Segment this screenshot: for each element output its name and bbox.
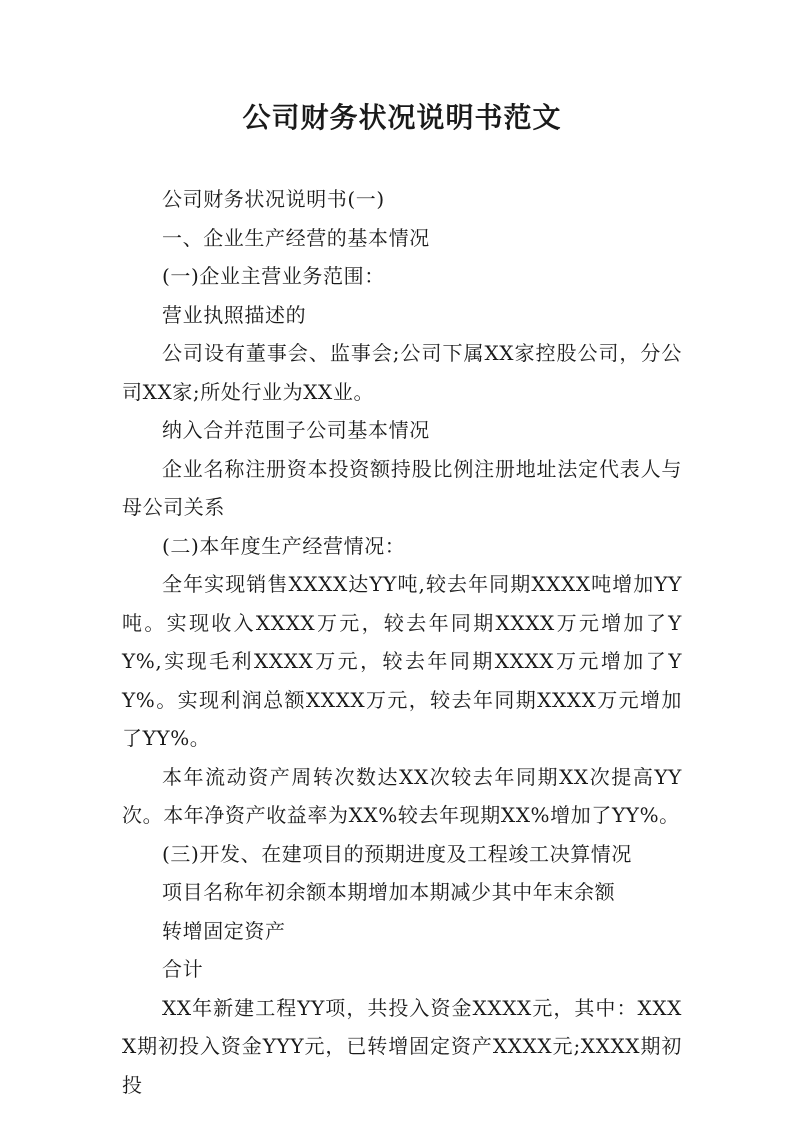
document-title: 公司财务状况说明书范文 (242, 101, 562, 134)
paragraph-6: 纳入合并范围子公司基本情况 (162, 418, 430, 442)
paragraph-3: (一)企业主营业务范围： (162, 264, 385, 288)
paragraph-8: (二)本年度生产经营情况： (162, 533, 406, 558)
document-body (122, 180, 682, 1104)
paragraph-12: 项目名称年初余额本期增加本期减少其中年末余额 (162, 880, 616, 904)
paragraph-15: XX年新建工程YY项，共投入资金XXXX元，其中：XXXX期初投入资金YYY元，已转增固定资产XXXX元;XXXX期初投 (122, 995, 682, 1097)
paragraph-1: 公司财务状况说明书(一) (162, 187, 385, 211)
paragraph-9: 全年实现销售XXXX达YY吨,较去年同期XXXX吨增加YY吨。实现收入XXXX万元，较去年同期XXXX万元增加了YY%,实现毛利XXXX万元，较去年同期XXXX万元增加了YY%。实现利润总额XXXX万元，较去年同期XXXX万元增加了YY%。 (122, 572, 682, 750)
paragraph-14: 合计 (162, 957, 204, 981)
paragraph-7: 企业名称注册资本投资额持股比例注册地址法定代表人与母公司关系 (122, 456, 682, 519)
paragraph-5: 公司设有董事会、监事会;公司下属XX家控股公司，分公司XX家;所处行业为XX业。 (122, 341, 682, 404)
paragraph-2: 一、企业生产经营的基本情况 (162, 225, 430, 250)
paragraph-13: 转增固定资产 (162, 918, 286, 943)
paragraph-4: 营业执照描述的 (162, 302, 307, 327)
paragraph-11: (三)开发、在建项目的预期进度及工程竣工决算情况 (162, 841, 633, 866)
paragraph-10: 本年流动资产周转次数达XX次较去年同期XX次提高YY次。本年净资产收益率为XX%较去年现期XX%增加了YY%。 (122, 764, 682, 827)
